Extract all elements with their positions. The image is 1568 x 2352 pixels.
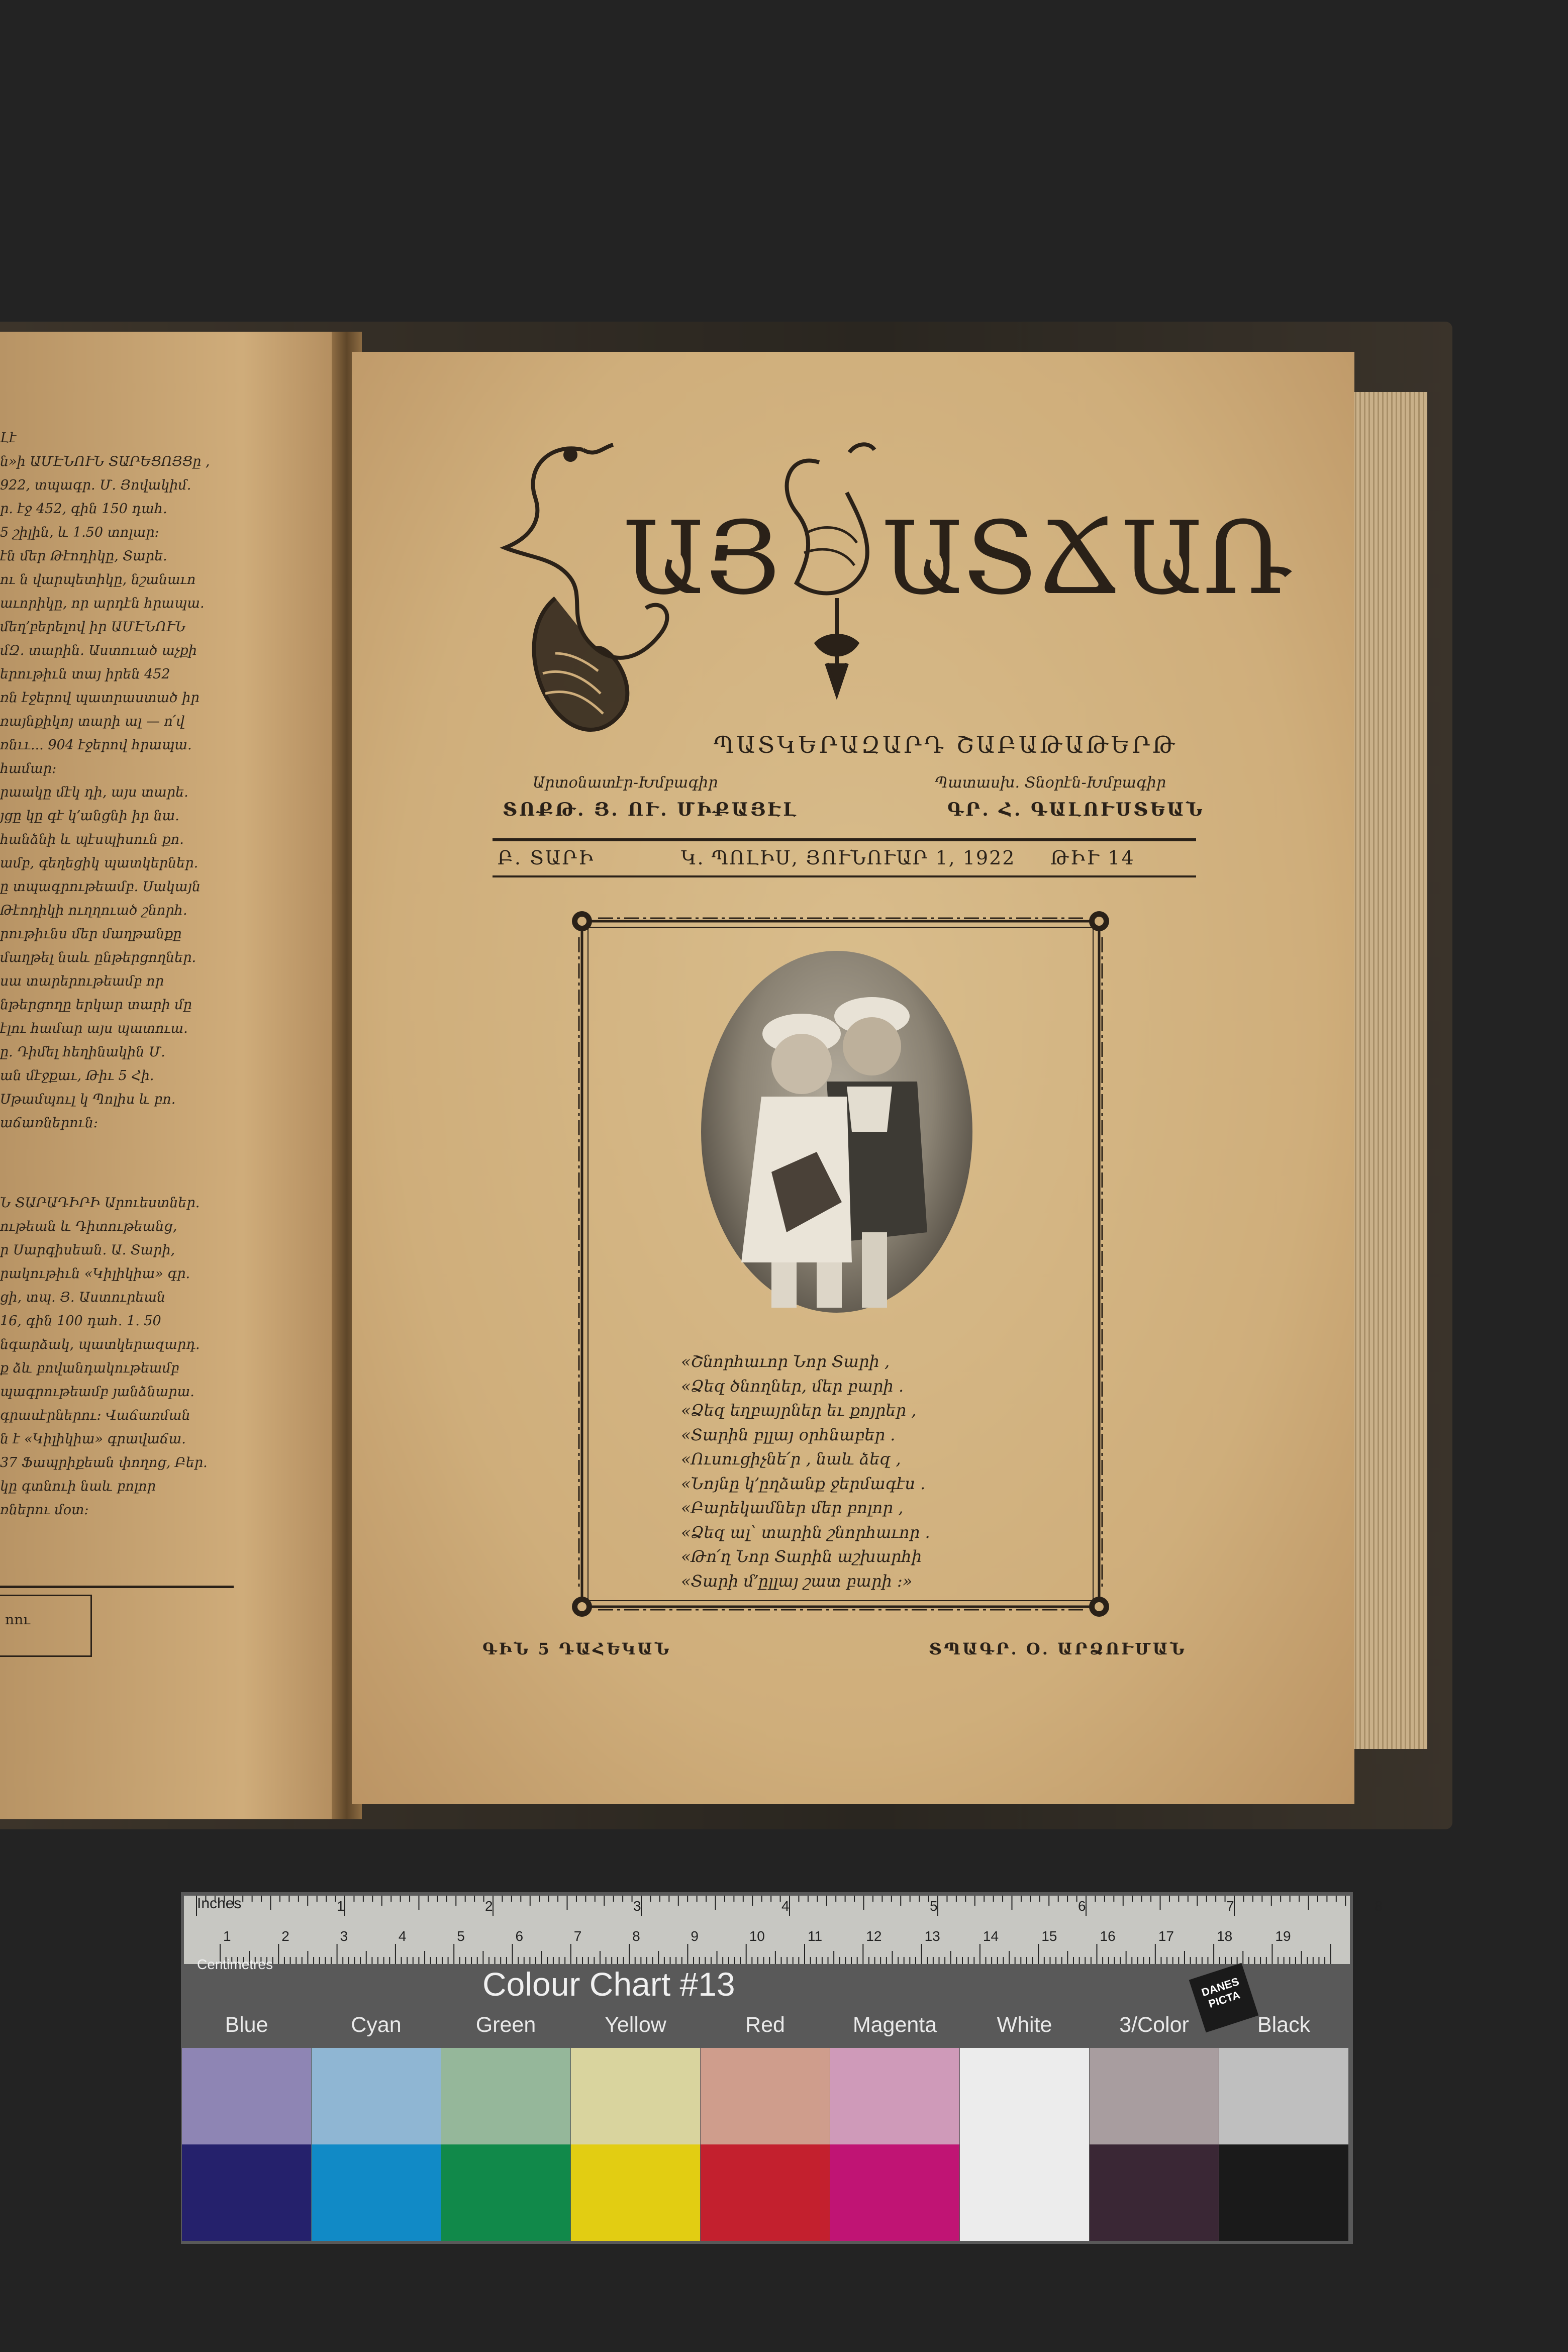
price-label: ԳԻՆ 5 ԴԱՀԵԿԱՆ: [482, 1639, 671, 1658]
left-page-line: 5 շիլին, և 1.50 տոլար։: [0, 525, 159, 540]
left-page-line: 922, տպագր. Մ. Յովակիմ.: [0, 477, 191, 493]
title-word-gatchar: ԱՏՃԱՌ: [882, 500, 1292, 617]
left-page-line: Թէոդիկի ուղղուած շնորհ.: [0, 903, 187, 918]
poem-line: «Շնորհաւոր Նոր Տարի ,: [681, 1352, 890, 1371]
swatch-light: [1219, 2048, 1348, 2144]
ruler-cm-number: 18: [1217, 1928, 1233, 1944]
left-page-line: մԶ. տարին. Աստուած աչքի: [0, 643, 197, 658]
left-page-line: ք ձև բովանդակութեամբ: [0, 1360, 179, 1376]
left-page-line: համար։: [0, 761, 57, 776]
ruler-cm-number: 10: [749, 1928, 765, 1944]
left-page-text-bottom: [0, 1191, 236, 1522]
swatch-label: Cyan: [351, 2013, 402, 2037]
swatch-label: Yellow: [605, 2013, 666, 2037]
swatch-dark: [960, 2144, 1089, 2241]
poem-line: «Ձեզ ալ՝ տարին շնորհաւոր .: [681, 1522, 930, 1542]
left-page-line: աճառներուն։: [0, 1115, 99, 1131]
left-page-line: Լէ: [0, 430, 17, 446]
swatch-dark: [182, 2144, 311, 2241]
left-page-line: ը տպագրութեամբ. Սակայն: [0, 879, 201, 895]
left-page-line: ռն էջերով պատրաստած իր: [0, 690, 200, 706]
ruler-cm-number: 16: [1100, 1928, 1116, 1944]
owner-label: Արտօնատէր-Խմբագիր: [533, 774, 718, 792]
poem-line: «Ուսուցիչնե՛ր , նաև ձեզ ,: [681, 1449, 901, 1468]
left-page-line: յցը կը գէ կ՚անցնի իր նա.: [0, 808, 179, 824]
left-page-line: ր Սարգիսեան. Ա. Տարի,: [0, 1242, 175, 1258]
left-page-line: կը գտնուի նաև բոլոր: [0, 1479, 156, 1494]
swatch-label: White: [997, 2013, 1052, 2037]
left-page-line: ռներու մօտ։: [0, 1502, 89, 1518]
left-page-line: 16, գին 100 դահ. 1. 50: [0, 1313, 161, 1329]
left-page-line: ռայնքիկոյ տարի ալ — ո՛վ: [0, 714, 185, 729]
left-page-box-text: ոու: [5, 1611, 30, 1628]
swatch-label: Magenta: [852, 2013, 937, 2037]
left-page-line: էն մեր Թէոդիկը, Տարե.: [0, 548, 167, 564]
ruler-inch-number: 1: [337, 1898, 345, 1914]
left-page-line: ն է «Կիլիկիա» գրավաճա.: [0, 1431, 186, 1447]
left-page-line: ան մէջքաւ, Թիւ 5 Հի.: [0, 1068, 154, 1084]
left-page-line: գրասէրներու։ Վաճառման: [0, 1408, 190, 1423]
ruler-cm-number: 3: [340, 1928, 348, 1944]
left-page-line: ցի, տպ. Յ. Աստուրեան: [0, 1290, 166, 1305]
left-page-line: ռնււ... 904 էջերով հրապա.: [0, 737, 192, 753]
ruler-inch-number: 5: [930, 1898, 938, 1914]
swatch-label: 3/Color: [1119, 2013, 1189, 2037]
swatch-light: [830, 2048, 959, 2144]
ruler-cm-number: 15: [1041, 1928, 1057, 1944]
swatch-dark: [571, 2144, 700, 2241]
ruler-cm-number: 11: [808, 1928, 823, 1944]
left-page-line: սա տարերութեամբ որ: [0, 973, 164, 989]
poem-line: «Ձեզ եղբայրներ եւ քոյրեր ,: [681, 1401, 917, 1420]
centimetres-label: Centimetres: [197, 1956, 273, 1972]
page-edges: [1352, 392, 1427, 1749]
left-page-rule: [0, 1586, 234, 1588]
masthead-logo: [495, 432, 1292, 759]
ruler-inch-number: 4: [781, 1898, 790, 1914]
poem-line: «Տարին բլլայ օրհնաբեր .: [681, 1425, 896, 1444]
left-page-line: նթերցողը երկար տարի մը: [0, 997, 192, 1013]
ruler-cm-number: 8: [632, 1928, 640, 1944]
swatch-dark: [830, 2144, 959, 2241]
ruler-cm-number: 2: [281, 1928, 289, 1944]
ruler-inch-number: 3: [633, 1898, 641, 1914]
ruler-cm-number: 17: [1158, 1928, 1174, 1944]
ruler-inch-number: 6: [1078, 1898, 1086, 1914]
left-page-line: ամբ, գեղեցիկ պատկերներ.: [0, 855, 199, 871]
ruler-cm-number: 19: [1275, 1928, 1291, 1944]
left-page-line: Ն ՏԱՐԱԴԻՐԻ Արուեստներ.: [0, 1195, 200, 1211]
ruler-inch-number: 2: [485, 1898, 493, 1914]
swatch-label: Blue: [225, 2013, 268, 2037]
masthead-rule-bottom: [493, 875, 1196, 877]
swatch-light: [701, 2048, 830, 2144]
swatch-dark: [701, 2144, 830, 2241]
editor-name: ԳՐ. Հ. ԳԱԼՈՒՍՏԵԱՆ: [947, 799, 1205, 820]
year-label: Բ. ՏԱՐԻ: [498, 847, 595, 869]
left-page-line: Սթամպուլ կ Պոլիս և բո.: [0, 1092, 176, 1107]
masthead-rule-top: [493, 838, 1196, 841]
inches-label: Inches: [197, 1895, 242, 1912]
poem-line: «Բարեկամներ մեր բոլոր ,: [681, 1498, 904, 1517]
swatch-light: [312, 2048, 441, 2144]
ruler-cm-number: 7: [573, 1928, 582, 1944]
ruler-cm-number: 1: [223, 1928, 231, 1944]
left-page-line: ու ն վարպետիկը, նշանաւո: [0, 572, 196, 587]
left-page-line: աւորիկը, որ արդէն հրապա.: [0, 596, 205, 611]
ruler-cm-number: 5: [457, 1928, 465, 1944]
swatch-label: Red: [745, 2013, 785, 2037]
poem-line: «Նոյնը կ՚ըղձանք ջերմագէս .: [681, 1474, 926, 1493]
poem-line: «Ձեզ ծնողներ, մեր բարի .: [681, 1376, 904, 1396]
left-page-line: ր. էջ 452, գին 150 դահ.: [0, 501, 167, 517]
left-page-line: ութեան և Դիտութեանց,: [0, 1219, 177, 1234]
editor-label: Պատասխ. Տնօրէն-Խմբագիր: [935, 774, 1166, 792]
swatch-light: [1090, 2048, 1219, 2144]
left-page-line: րաակը մէկ դի, այս տարե.: [0, 785, 188, 800]
printer-label: ՏՊԱԳՐ. Օ. ԱՐՁՈՒՄԱՆ: [929, 1639, 1187, 1658]
children-photo-icon: [701, 951, 972, 1313]
bird-right-icon: [787, 444, 874, 694]
title-word-hay: ԱՅ: [623, 500, 781, 617]
issue-date: Կ. ՊՈԼԻՍ, ՅՈՒՆՈՒԱՐ 1, 1922: [681, 847, 1016, 869]
swatch-light: [571, 2048, 700, 2144]
left-page-line: րութիւնս մեր մաղթանքը: [0, 926, 182, 942]
photo-children: [701, 951, 972, 1313]
ruler-cm-number: 13: [924, 1928, 940, 1944]
swatch-label: Black: [1257, 2013, 1311, 2037]
ruler-cm-number: 14: [983, 1928, 999, 1944]
swatch-dark: [1090, 2144, 1219, 2241]
swatch-dark: [441, 2144, 570, 2241]
left-page-line: 37 Ֆապրիքեան փողոց, Բեր.: [0, 1455, 208, 1471]
ruler-cm-number: 6: [515, 1928, 524, 1944]
left-page-line: պագրութեամբ յանձնարա.: [0, 1384, 194, 1400]
left-page-line: ը. Դիմել հեղինակին Մ.: [0, 1044, 165, 1060]
colour-chart-title: Colour Chart #13: [482, 1966, 735, 2003]
ruler-cm-number: 12: [866, 1928, 882, 1944]
subtitle: ՊԱՏԿԵՐԱԶԱՐԴ ՇԱԲԱԹԱԹԵՐԹ: [714, 731, 1178, 758]
swatch-label: Green: [475, 2013, 536, 2037]
left-page-line: նգարձակ, պատկերազարդ.: [0, 1337, 200, 1352]
swatch-dark: [312, 2144, 441, 2241]
left-page-line: ն»ի ԱՄԷՆՈՒՆ ՏԱՐԵՑՈՅՑը ,: [0, 454, 210, 469]
ruler-inch-number: 7: [1226, 1898, 1234, 1914]
left-page-line: րակութիւն «Կիլիկիա» գր.: [0, 1266, 190, 1282]
left-page-line: հանձնի և պէսպիսուն քո.: [0, 832, 184, 847]
ruler-cm-number: 9: [691, 1928, 699, 1944]
left-page-line: մաղթել նաև ընթերցողներ.: [0, 950, 197, 965]
left-page-box: [0, 1595, 92, 1657]
issue-number: ԹԻՒ 14: [1050, 847, 1135, 869]
ruler-scale: [184, 1896, 1383, 1964]
poem-line: «Թո՛ղ Նոր Տարին աշխարհի: [681, 1547, 922, 1566]
left-page-line: էլու համար այս պատուա.: [0, 1021, 188, 1036]
swatch-light: [182, 2048, 311, 2144]
left-page-text-top: [0, 426, 236, 1135]
swatch-dark: [1219, 2144, 1348, 2241]
poem: [681, 1349, 1033, 1593]
owner-name: ՏՈՔԹ. Յ. ՈՒ. ՄԻՔԱՅԷԼ: [503, 799, 799, 820]
poem-line: «Տարի մ՚ըլլայ շատ բարի :»: [681, 1571, 913, 1591]
ruler-inch-number: 8: [1375, 1898, 1383, 1914]
left-page-line: մեղ՚բերելով իր ԱՄԷՆՈՒՆ: [0, 619, 186, 635]
swatch-light: [441, 2048, 570, 2144]
left-page-line: երութիւն տայ իրեն 452: [0, 666, 170, 682]
ruler-cm-number: 4: [398, 1928, 407, 1944]
swatch-light: [960, 2048, 1089, 2144]
danes-picta-logo: DANES PICTA: [1189, 1963, 1259, 2033]
